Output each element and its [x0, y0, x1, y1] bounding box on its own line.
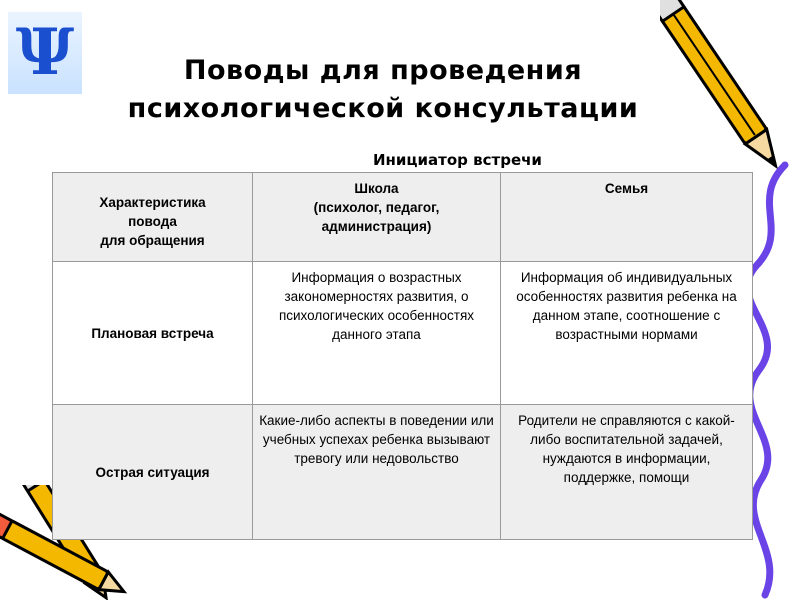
header-characteristic: Характеристика повода для обращения	[53, 173, 253, 262]
header-school: Школа (психолог, педагог, администрация)	[253, 173, 501, 262]
initiator-label: Инициатор встречи	[373, 151, 542, 169]
title-line-2: психологической консультации	[127, 93, 639, 124]
psi-symbol: Ψ	[15, 15, 75, 90]
header-family: Семья	[501, 173, 753, 262]
cell-school: Какие-либо аспекты в поведении или учебных успехах ребенка вызывают тревогу или недовольство	[253, 405, 501, 540]
psi-logo-icon	[8, 12, 82, 94]
page-title	[88, 52, 678, 128]
cell-school: Информация о возрастных закономерностях развития, о психологических особенностях данного этапа	[253, 262, 501, 405]
row-label: Плановая встреча	[53, 262, 253, 405]
row-label: Острая ситуация	[53, 405, 253, 540]
reasons-table	[52, 172, 753, 540]
table-row	[53, 405, 753, 540]
table-header-row	[53, 173, 753, 262]
cell-family: Информация об индивидуальных особенностях развития ребенка на данном этапе, соотношение с возрастными нормами	[501, 262, 753, 405]
table-row	[53, 262, 753, 405]
title-line-1: Поводы для проведения	[183, 55, 583, 86]
cell-family: Родители не справляются с какой-либо воспитательной задачей, нуждаются в информации, поддержке, помощи	[501, 405, 753, 540]
